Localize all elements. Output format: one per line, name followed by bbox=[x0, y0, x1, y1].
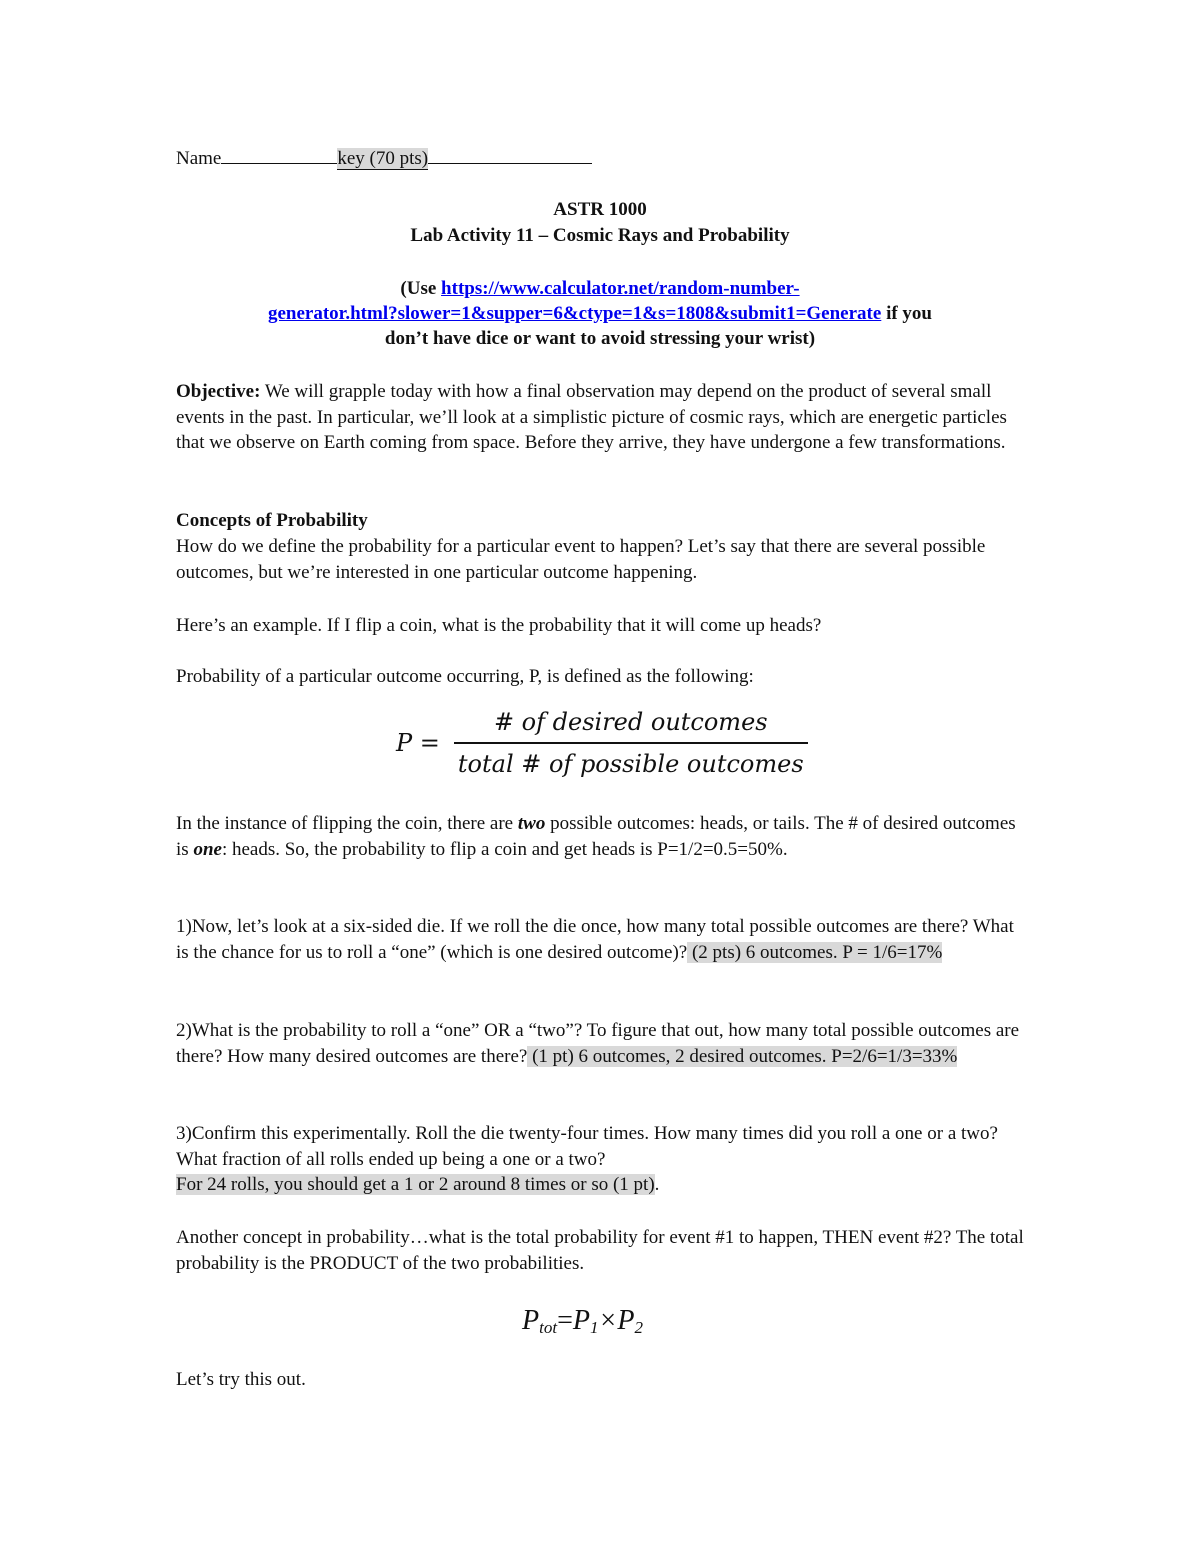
question-2-text: 2)What is the probability to roll a “one” OR a “two”? To figure that out, how many total possible outcomes are there? How many desired outcomes are there? bbox=[176, 1020, 1020, 1067]
formula-denominator: total # of possible outcomes bbox=[454, 742, 808, 778]
coin-text-1: In the instance of flipping the coin, there are bbox=[176, 813, 518, 834]
random-number-link[interactable]: https://www.calculator.net/random-number- bbox=[441, 278, 800, 299]
objective-label: Objective: bbox=[176, 381, 261, 402]
probability-formula bbox=[396, 708, 808, 778]
total-probability-formula bbox=[522, 1305, 643, 1338]
note-line-2 bbox=[176, 301, 1024, 327]
note-line-3: don’t have dice or want to avoid stressing your wrist) bbox=[384, 328, 816, 349]
coin-one: one bbox=[193, 838, 222, 860]
question-3-text: 3)Confirm this experimentally. Roll the die twenty-four times. How many times did you roll a one or a two? What fraction of all rolls ended up being a one or a two? bbox=[176, 1123, 998, 1170]
note-suffix: if you bbox=[881, 303, 932, 324]
question-3-answer: For 24 rolls, you should get a 1 or 2 around 8 times or so (1 pt) bbox=[176, 1174, 655, 1195]
question-1 bbox=[176, 914, 1026, 965]
objective-text: We will grapple today with how a final observation may depend on the product of several small events in the past. In particular, we’ll look at a simplistic picture of cosmic rays, which are energetic particles that we observe on Earth coming from space. Before they arrive, they have undergone a few transformations. bbox=[176, 381, 1007, 453]
coin-two: two bbox=[517, 813, 546, 834]
note-prefix: (Use bbox=[400, 278, 442, 299]
ptot-sub: tot bbox=[539, 1318, 558, 1337]
times-sign: × bbox=[598, 1305, 618, 1336]
objective-paragraph bbox=[176, 379, 1026, 456]
name-value: key (70 pts) bbox=[337, 148, 429, 169]
formula-fraction bbox=[454, 708, 808, 778]
concepts-intro: How do we define the probability for a particular event to happen? Let’s say that there are several possible outcomes, but we’re interested in one particular outcome happening. bbox=[176, 536, 986, 583]
product-paragraph: Another concept in probability…what is the total probability for event #1 to happen, THEN event #2? The total probability is the PRODUCT of the two probabilities. bbox=[176, 1227, 1024, 1274]
p1: P bbox=[572, 1305, 590, 1336]
formula-lhs: P = bbox=[396, 729, 440, 757]
concepts-heading: Concepts of Probability bbox=[176, 510, 368, 531]
random-number-link-cont[interactable]: generator.html?slower=1&supper=6&ctype=1&s=1808&submit1=Generate bbox=[267, 303, 882, 324]
p2: P bbox=[617, 1305, 635, 1336]
name-blank-right bbox=[428, 144, 592, 164]
name-blank-left bbox=[221, 144, 337, 164]
closing-line: Let’s try this out. bbox=[176, 1369, 306, 1390]
coin-text-2: possible outcomes: heads, or tails. The # of desired outcomes is bbox=[176, 813, 1016, 860]
question-3-answer-end: . bbox=[654, 1174, 660, 1195]
course-title: ASTR 1000 bbox=[553, 199, 647, 220]
activity-title: Lab Activity 11 – Cosmic Rays and Probability bbox=[410, 225, 790, 246]
formula-numerator: # of desired outcomes bbox=[493, 708, 768, 736]
question-1-text: 1)Now, let’s look at a six-sided die. If we roll the die once, how many total possible outcomes are there? What is the chance for us to roll a “one” (which is one desired outcome)? bbox=[176, 916, 1014, 963]
question-3-answer-line bbox=[176, 1172, 1026, 1198]
question-1-answer: (2 pts) 6 outcomes. P = 1/6=17% bbox=[687, 941, 943, 963]
coin-text-3: : heads. So, the probability to flip a coin and get heads is P=1/2=0.5=50%. bbox=[221, 838, 788, 860]
p1-sub: 1 bbox=[589, 1318, 599, 1337]
name-line bbox=[176, 144, 1026, 172]
question-3 bbox=[176, 1121, 1026, 1198]
p2-sub: 2 bbox=[634, 1318, 643, 1337]
name-label: Name bbox=[176, 148, 222, 169]
ptot-eq: = bbox=[557, 1305, 573, 1336]
coin-example: Here’s an example. If I flip a coin, what is the probability that it will come up heads? bbox=[176, 615, 822, 636]
question-2-answer: (1 pt) 6 outcomes, 2 desired outcomes. P=2/6=1/3=33% bbox=[527, 1045, 958, 1067]
note-line-1 bbox=[176, 276, 1024, 302]
ptot-p: P bbox=[522, 1305, 540, 1336]
coin-paragraph bbox=[176, 811, 1026, 862]
question-2 bbox=[176, 1018, 1026, 1069]
probability-definition: Probability of a particular outcome occurring, P, is defined as the following: bbox=[176, 666, 754, 687]
